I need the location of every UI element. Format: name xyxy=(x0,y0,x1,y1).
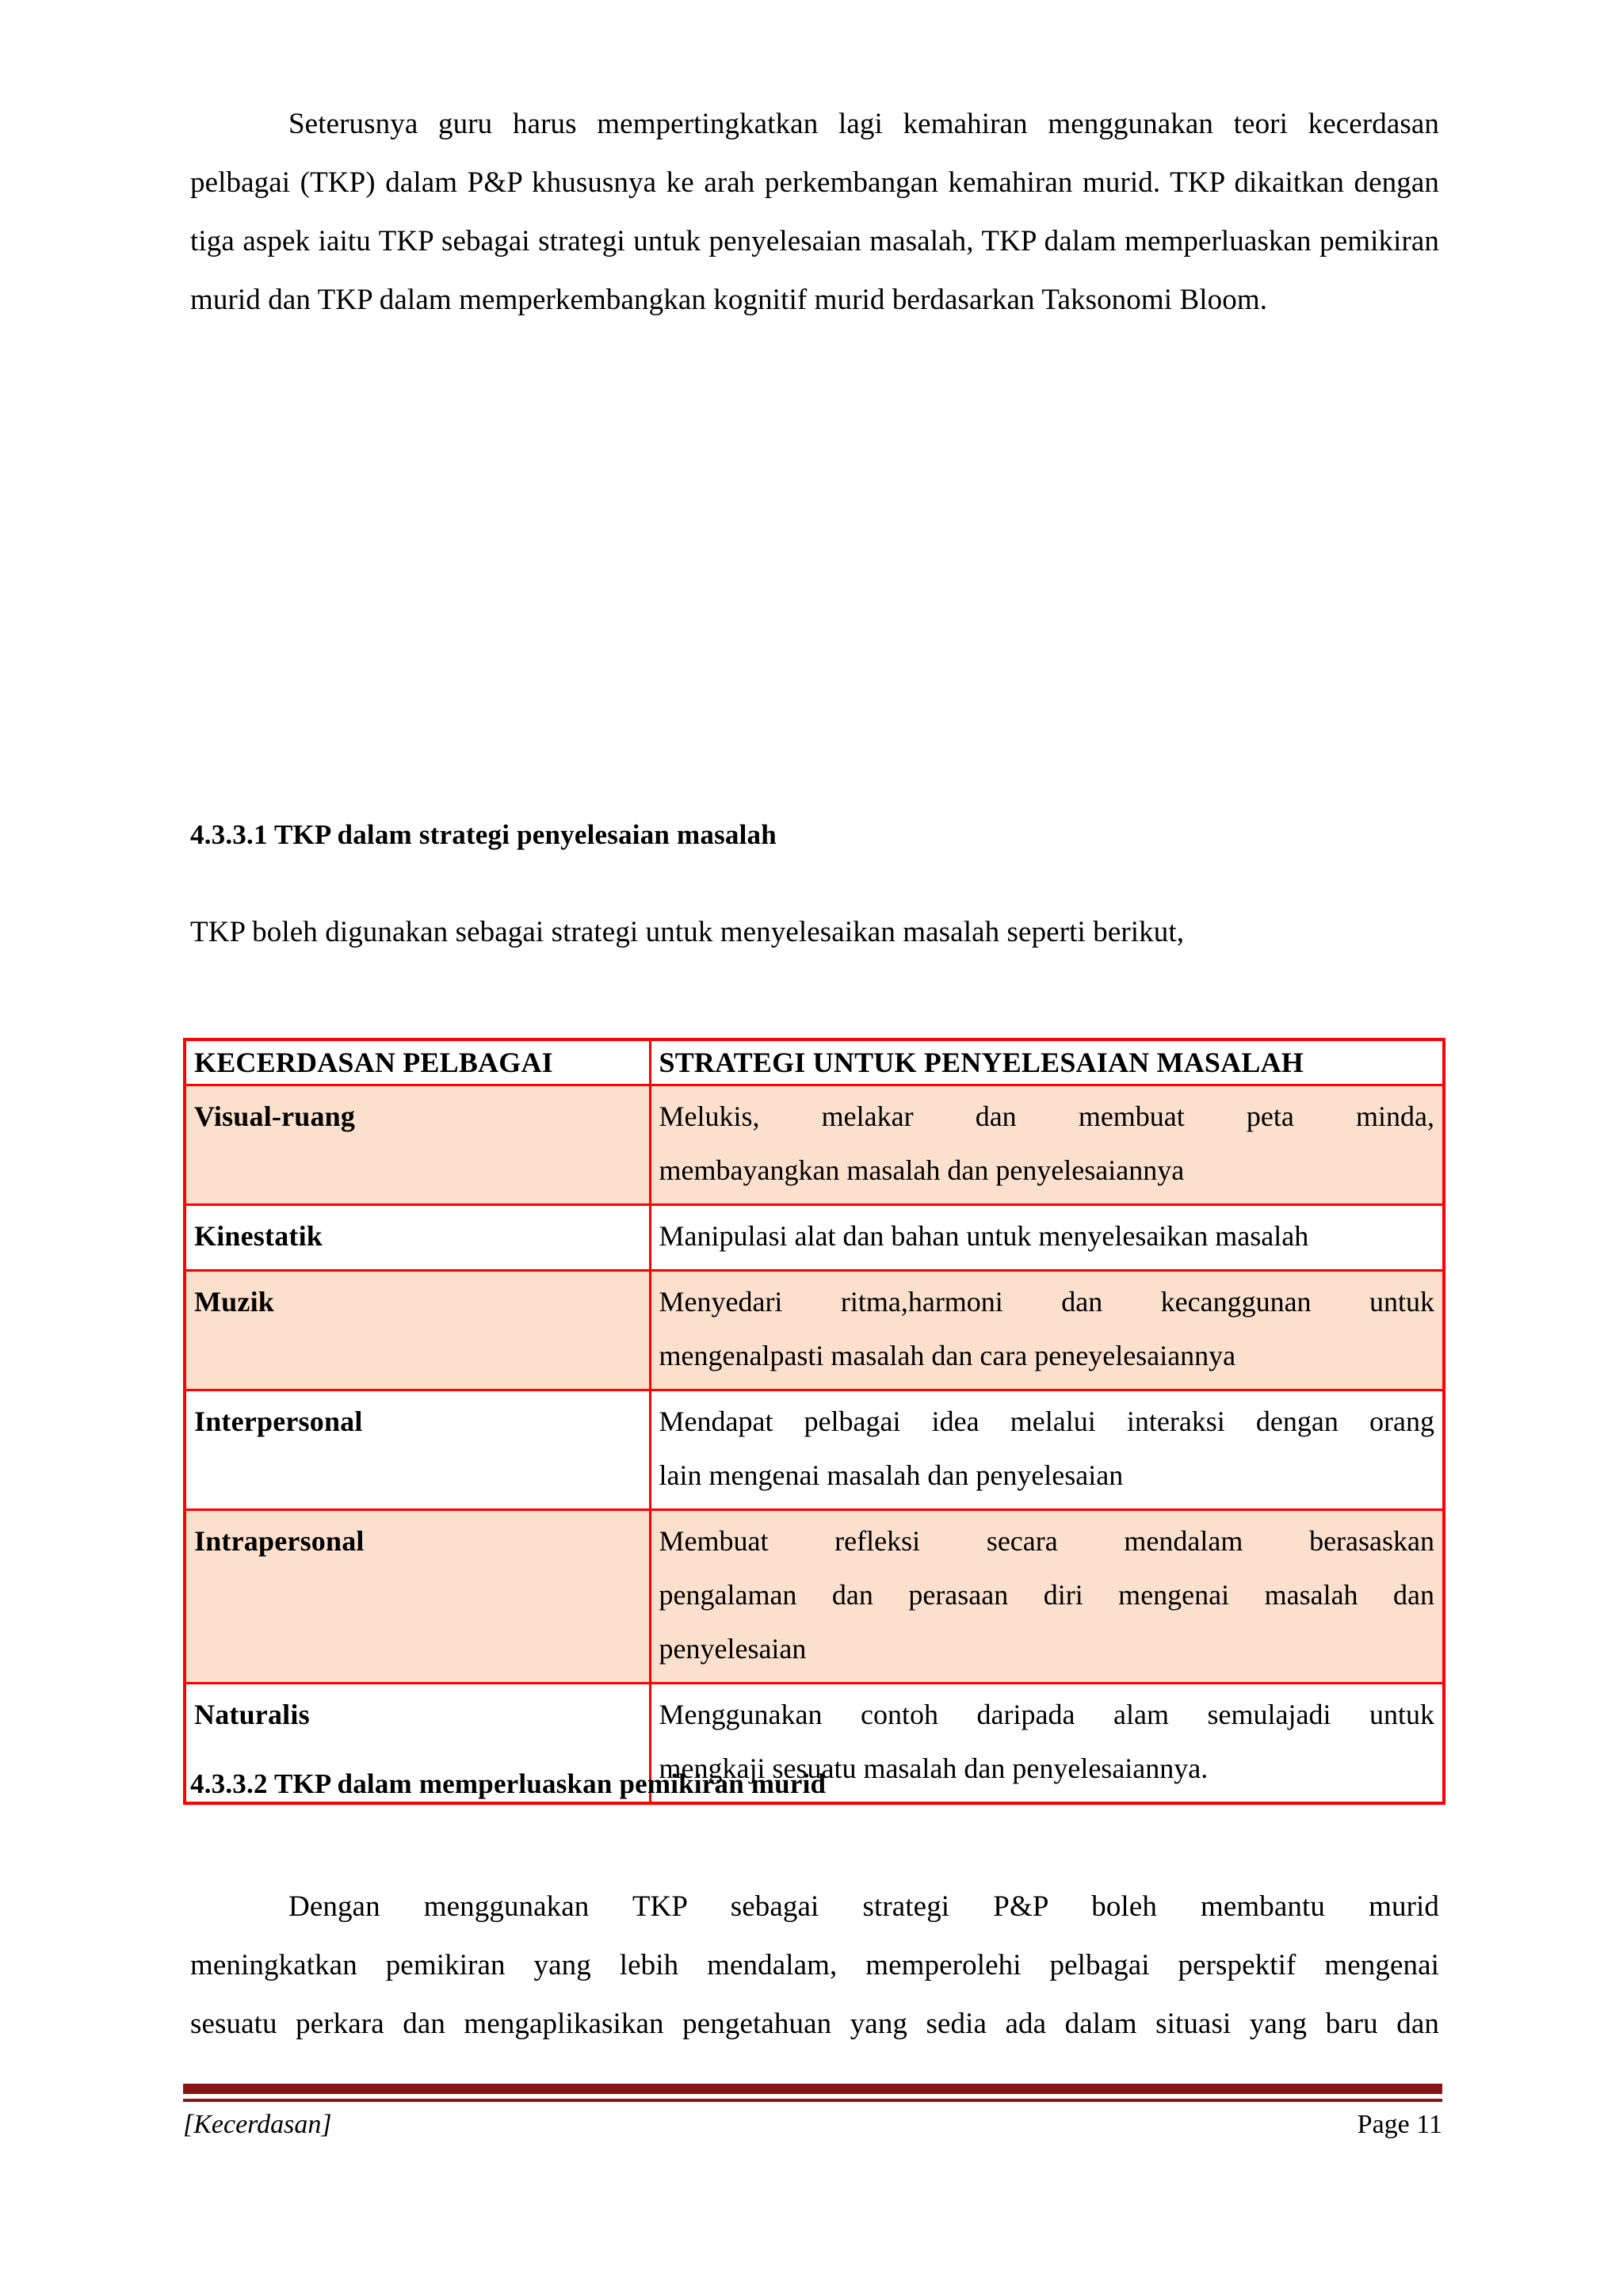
cell-strategy-line: penyelesaian xyxy=(659,1633,807,1665)
body-paragraph-2-line-3: sesuatu perkara dan mengaplikasikan pengetahuan yang sedia ada dalam situasi yang baru dan xyxy=(190,2008,1439,2040)
table-row xyxy=(185,1205,1444,1271)
table-row xyxy=(185,1271,1444,1390)
cell-strategy xyxy=(650,1271,1444,1390)
column-header-intelligence: KECERDASAN PELBAGAI xyxy=(185,1039,650,1085)
table-row xyxy=(185,1510,1444,1684)
section-heading-4331: 4.3.3.1 TKP dalam strategi penyelesaian masalah xyxy=(190,819,777,850)
cell-intelligence: Muzik xyxy=(185,1271,650,1390)
cell-strategy-line: membayangkan masalah dan penyelesaiannya xyxy=(659,1154,1185,1186)
cell-strategy xyxy=(650,1390,1444,1510)
cell-strategy-line: mengenalpasti masalah dan cara peneyelesaiannya xyxy=(659,1340,1236,1371)
footer-rule-thin xyxy=(183,2099,1442,2102)
paragraph-block-1 xyxy=(190,95,1439,330)
table-header-row xyxy=(185,1039,1444,1085)
body-paragraph-1: Seterusnya guru harus mempertingkatkan lagi kemahiran menggunakan teori kecerdasan pelbagai (TKP) dalam P&P khususnya ke arah perkembangan kemahiran murid. TKP dikaitkan dengan tiga aspek iaitu TKP sebagai strategi untuk penyelesaian masalah, TKP dalam memperluaskan pemikiran murid dan TKP dalam memperkembangkan kognitif murid berdasarkan Taksonomi Bloom. xyxy=(190,108,1439,316)
cell-intelligence: Kinestatik xyxy=(185,1205,650,1271)
table-row xyxy=(185,1085,1444,1205)
footer-divider xyxy=(183,2084,1442,2102)
footer-document-label: [Kecerdasan] xyxy=(183,2110,332,2139)
paragraph-block-2 xyxy=(190,1878,1439,2054)
cell-intelligence: Interpersonal xyxy=(185,1390,650,1510)
body-paragraph-2-line-2: meningkatkan pemikiran yang lebih mendalam, memperolehi pelbagai perspektif mengenai xyxy=(190,1949,1439,1981)
cell-strategy-line: Menyedari ritma,harmoni dan kecanggunan untuk xyxy=(659,1286,1434,1318)
cell-intelligence: Visual-ruang xyxy=(185,1085,650,1205)
table-intro-line: TKP boleh digunakan sebagai strategi untuk menyelesaikan masalah seperti berikut, xyxy=(190,916,1185,948)
body-paragraph-2-line-1: Dengan menggunakan TKP sebagai strategi P&P boleh membantu murid xyxy=(288,1890,1439,1923)
footer-page-number: Page 11 xyxy=(1357,2110,1442,2139)
cell-strategy-line: pengalaman dan perasaan diri mengenai masalah dan xyxy=(659,1579,1434,1611)
section-heading-4332: 4.3.3.2 TKP dalam memperluaskan pemikiran murid xyxy=(190,1768,827,1799)
footer-rule-thick xyxy=(183,2084,1442,2094)
column-header-strategy: STRATEGI UNTUK PENYELESAIAN MASALAH xyxy=(650,1039,1444,1085)
cell-strategy-line: lain mengenai masalah dan penyelesaian xyxy=(659,1459,1124,1491)
cell-strategy-line: Menggunakan contoh daripada alam semulajadi untuk xyxy=(659,1699,1434,1730)
intro-block xyxy=(190,903,1439,962)
cell-intelligence: Intrapersonal xyxy=(185,1510,650,1684)
cell-strategy-line: Manipulasi alat dan bahan untuk menyelesaikan masalah xyxy=(659,1220,1309,1252)
table-row xyxy=(185,1390,1444,1510)
cell-strategy-line: mengkaji sesuatu masalah dan penyelesaiannya. xyxy=(659,1753,1209,1784)
footer xyxy=(183,2110,1442,2140)
cell-strategy-line: Membuat refleksi secara mendalam berasaskan xyxy=(659,1525,1434,1557)
heading-block-2 xyxy=(190,1765,1439,1803)
cell-intelligence: Naturalis xyxy=(185,1684,650,1804)
cell-strategy xyxy=(650,1510,1444,1684)
heading-block-1 xyxy=(190,816,1439,854)
cell-strategy-line: Mendapat pelbagai idea melalui interaksi dengan orang xyxy=(659,1405,1434,1437)
cell-strategy-line: Melukis, melakar dan membuat peta minda, xyxy=(659,1100,1434,1132)
cell-strategy xyxy=(650,1205,1444,1271)
tkp-strategy-table xyxy=(183,1038,1445,1805)
cell-strategy xyxy=(650,1085,1444,1205)
